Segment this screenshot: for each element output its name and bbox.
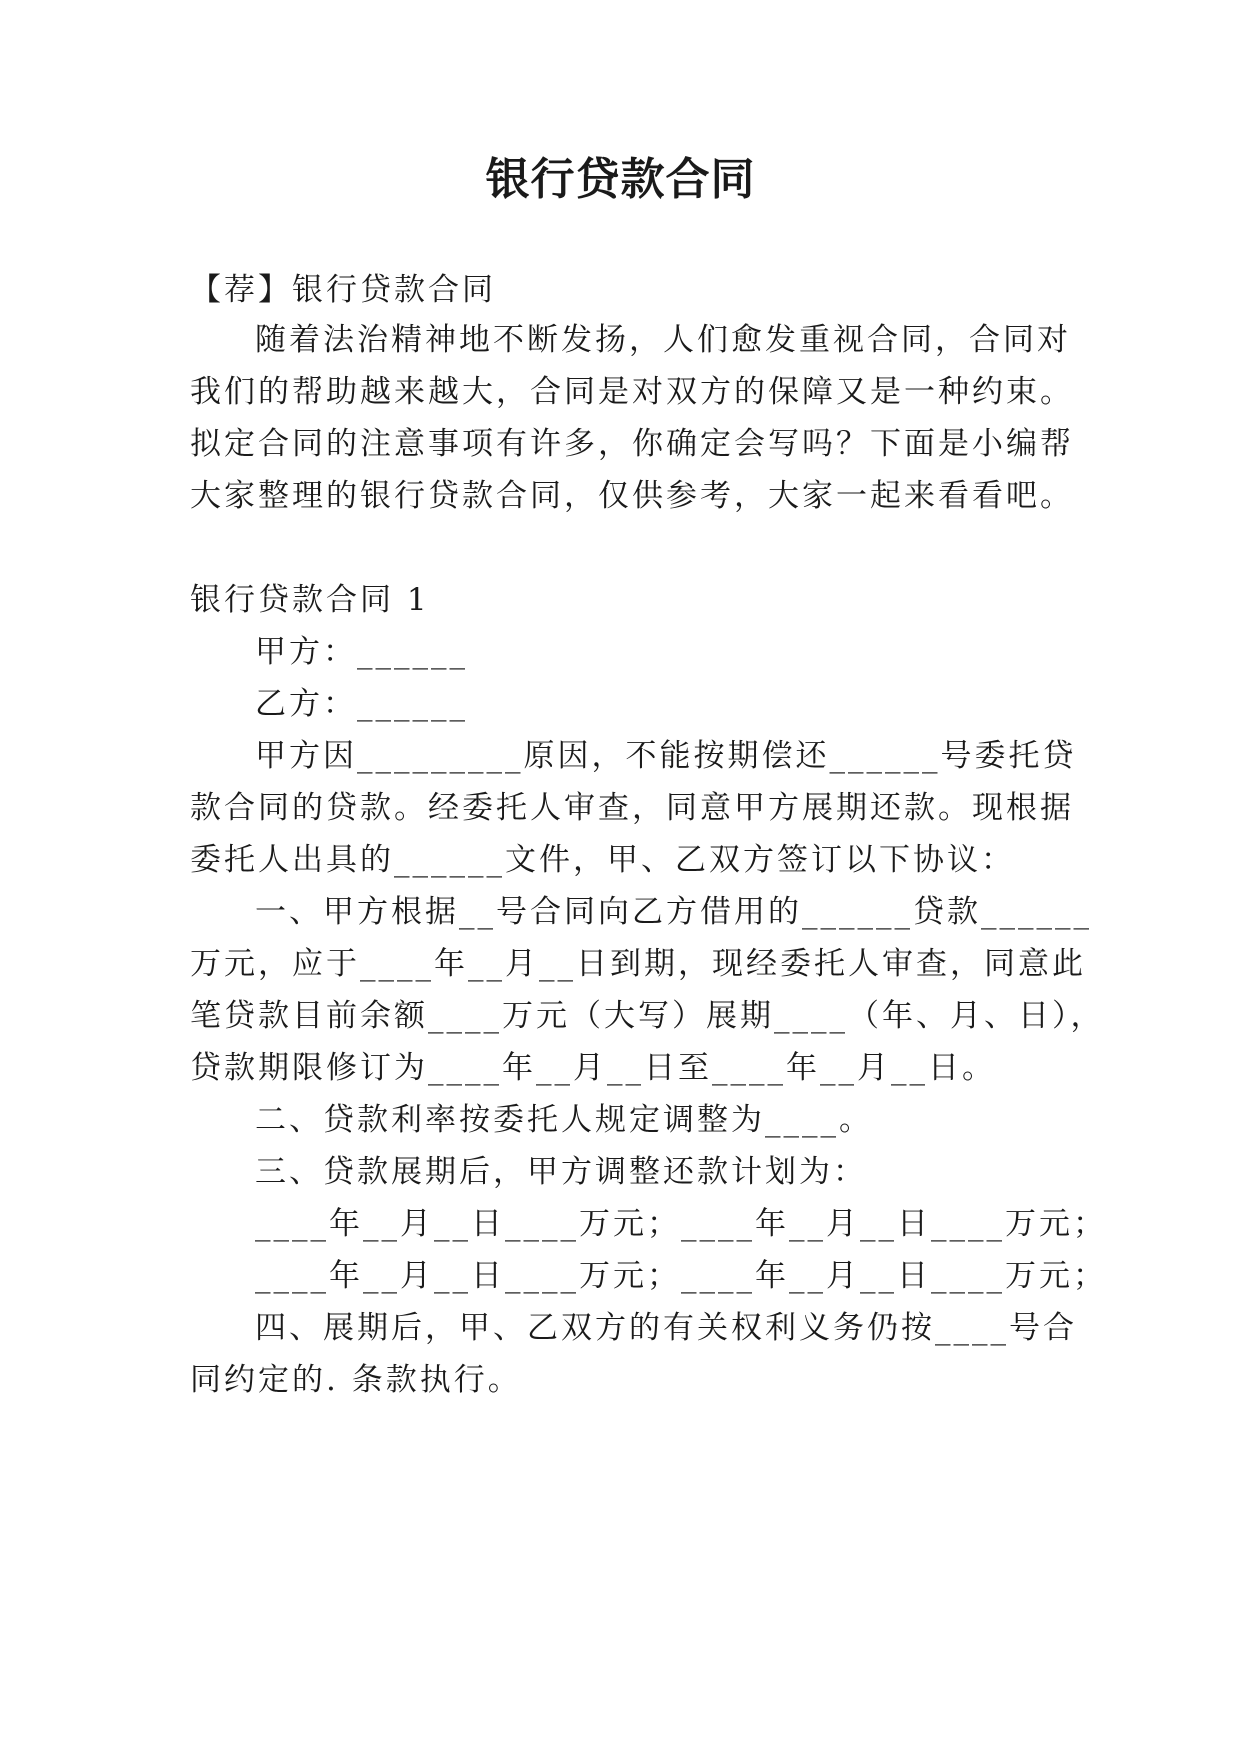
party-b-line: 乙方：______ [255,686,468,722]
clause-1-line-3: 笔贷款目前余额____万元（大写）展期____（年、月、日）， [190,998,1105,1034]
recommend-heading: 【荐】银行贷款合同 [190,272,496,308]
clause-1-line-1: 一、甲方根据__号合同向乙方借用的______贷款______ [255,894,1092,930]
reason-line-3: 委托人出具的______文件，甲、乙双方签订以下协议： [190,842,1015,878]
intro-line-3: 拟定合同的注意事项有许多，你确定会写吗？下面是小编帮 [190,426,1074,462]
document-title: 银行贷款合同 [485,154,756,205]
repayment-line-1: ____年__月__日____万元；____年__月__日____万元； [255,1206,1107,1242]
clause-1-line-4: 贷款期限修订为____年__月__日至____年__月__日。 [190,1050,996,1086]
intro-line-4: 大家整理的银行贷款合同，仅供参考，大家一起来看看吧。 [190,478,1074,514]
reason-line-2: 款合同的贷款。经委托人审查，同意甲方展期还款。现根据 [190,790,1074,826]
repayment-line-2: ____年__月__日____万元；____年__月__日____万元； [255,1258,1107,1294]
clause-2-line: 二、贷款利率按委托人规定调整为____。 [255,1102,873,1138]
reason-line-1: 甲方因_________原因，不能按期偿还______号委托贷 [255,738,1077,774]
section-heading: 银行贷款合同 1 [190,582,430,618]
clause-1-line-2: 万元，应于____年__月__日到期，现经委托人审查，同意此 [190,946,1086,982]
clause-4-line-2: 同约定的. 条款执行。 [190,1362,522,1398]
intro-line-1: 随着法治精神地不断发扬，人们愈发重视合同，合同对 [255,322,1071,358]
intro-line-2: 我们的帮助越来越大，合同是对双方的保障又是一种约束。 [190,374,1074,410]
party-a-line: 甲方：______ [255,634,468,670]
clause-3-line: 三、贷款展期后，甲方调整还款计划为： [255,1154,867,1190]
clause-4-line-1: 四、展期后，甲、乙双方的有关权利义务仍按____号合 [255,1310,1077,1346]
